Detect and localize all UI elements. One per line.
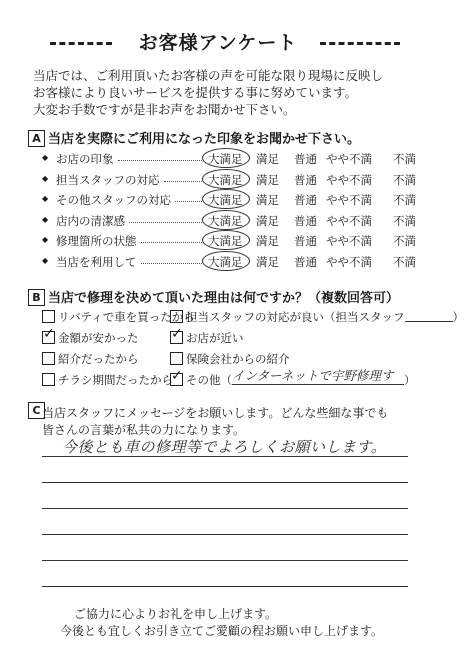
rating-option[interactable]: 大満足 <box>208 254 243 269</box>
rating-row <box>42 213 432 231</box>
check-mark-icon: ✓ <box>171 326 183 342</box>
rating-option[interactable]: 不満 <box>393 172 416 187</box>
checkbox-label: お店が近い <box>186 331 244 345</box>
rating-row <box>42 233 432 251</box>
rating-option[interactable]: やや不満 <box>326 152 372 166</box>
page-title: お客様アンケート <box>138 32 298 54</box>
rating-row <box>42 192 432 210</box>
intro-line: お客様により良いサービスを提供する事に努めています。 <box>33 85 358 100</box>
section-b-question: 当店で修理を決めて頂いた理由は何ですか？（複数回答可） <box>48 291 400 306</box>
intro-line: 当店では、ご利用頂いたお客様の声を可能な限り現場に反映し <box>33 68 384 83</box>
checkbox-label: 金額が安かった <box>58 331 139 345</box>
section-c-letter: C <box>28 402 45 419</box>
diamond-bullet-icon: ◆ <box>42 255 49 265</box>
selected-circle-mark <box>202 189 250 209</box>
rating-option[interactable]: やや不満 <box>326 254 372 269</box>
rating-option[interactable]: 満足 <box>256 213 279 228</box>
rating-option[interactable]: 不満 <box>393 193 416 207</box>
intro-line: 大変お手数ですが是非お声をお聞かせ下さい。 <box>33 102 296 117</box>
message-line[interactable] <box>42 456 408 457</box>
rating-row <box>42 172 432 190</box>
checkbox-store-nearby[interactable] <box>170 326 244 346</box>
section-c-line: 皆さんの言葉が私共の力になります。 <box>42 423 246 437</box>
checkbox-box[interactable] <box>170 352 183 365</box>
checkbox-flyer-period[interactable] <box>42 372 173 388</box>
section-b-letter: B <box>28 289 45 306</box>
checkbox-cheap-price[interactable] <box>42 326 139 346</box>
rating-option[interactable]: 普通 <box>294 193 317 207</box>
selected-circle-mark <box>202 210 250 230</box>
checkbox-referral[interactable] <box>42 351 139 367</box>
rating-option[interactable]: 満足 <box>256 152 279 166</box>
rating-option[interactable]: 普通 <box>294 254 317 269</box>
checkbox-label-suffix: ） <box>452 310 464 324</box>
rating-option[interactable]: 普通 <box>294 234 317 248</box>
rating-option[interactable]: 大満足 <box>208 193 243 207</box>
selected-circle-mark <box>202 230 250 250</box>
rating-option[interactable]: 不満 <box>393 234 416 248</box>
selected-circle-mark <box>202 169 250 189</box>
rating-option[interactable]: 大満足 <box>208 213 243 228</box>
checkbox-label: その他（ <box>186 373 232 387</box>
diamond-bullet-icon: ◆ <box>42 153 49 162</box>
leader-dots <box>141 242 202 243</box>
leader-dots <box>129 222 202 223</box>
check-mark-icon: ✓ <box>43 326 55 342</box>
checkbox-label: 紹介だったから <box>58 352 139 366</box>
checkbox-box[interactable] <box>42 326 55 344</box>
checkbox-label: 担当スタッフの対応が良い（担当スタッフ <box>186 310 405 324</box>
leader-dots <box>164 181 202 182</box>
section-c-text <box>42 405 388 439</box>
section-a-letter: A <box>28 130 45 147</box>
rating-option[interactable]: 不満 <box>393 152 416 166</box>
checkbox-staff-service[interactable] <box>170 309 464 325</box>
checkbox-box[interactable] <box>42 352 55 365</box>
rating-option[interactable]: やや不満 <box>326 234 372 248</box>
checkbox-other[interactable] <box>170 368 232 388</box>
footer-line: ご協力に心よりお礼を申し上げます。 <box>74 607 278 621</box>
check-mark-icon: ✓ <box>171 368 183 384</box>
rating-row-label: 店内の清潔感 <box>56 213 125 228</box>
message-line[interactable] <box>42 560 408 561</box>
rating-row-label: その他スタッフの対応 <box>56 193 171 207</box>
checkbox-label: リバティで車を買ったから <box>58 310 195 324</box>
rating-row-label: 担当スタッフの対応 <box>56 172 160 187</box>
checkbox-insurance-referral[interactable] <box>170 351 290 367</box>
section-c-line: 当店スタッフにメッセージをお願いします。どんな些細な事でも <box>42 406 389 420</box>
diamond-bullet-icon: ◆ <box>42 173 49 183</box>
section-a-question: 当店を実際にご利用になった印象をお聞かせ下さい。 <box>48 132 361 147</box>
rating-option[interactable]: 満足 <box>256 172 279 187</box>
rating-option[interactable]: 大満足 <box>208 172 243 187</box>
selected-circle-mark <box>202 148 250 168</box>
checkbox-box[interactable] <box>170 310 183 323</box>
rating-option[interactable]: 不満 <box>393 254 416 269</box>
rating-option[interactable]: 普通 <box>294 172 317 187</box>
rating-option[interactable]: やや不満 <box>326 193 372 207</box>
rating-option[interactable]: やや不満 <box>326 172 372 187</box>
rating-option[interactable]: 満足 <box>256 193 279 207</box>
rating-row-label: お店の印象 <box>56 152 114 166</box>
rating-row-label: 修理箇所の状態 <box>56 234 137 248</box>
other-reason-line[interactable] <box>232 384 404 385</box>
message-handwritten: 今後とも車の修理等でよろしくお願いします。 <box>62 438 387 456</box>
intro-text <box>33 67 433 118</box>
rating-option[interactable]: 満足 <box>256 234 279 248</box>
title-dash-left <box>50 42 112 45</box>
title-dash-right <box>320 42 400 45</box>
rating-option[interactable]: 普通 <box>294 213 317 228</box>
rating-row <box>42 151 432 169</box>
section-a-heading <box>28 128 360 147</box>
message-line[interactable] <box>42 508 408 509</box>
rating-row-label: 当店を利用して <box>56 254 137 269</box>
diamond-bullet-icon: ◆ <box>42 235 49 244</box>
rating-option[interactable]: 普通 <box>294 152 317 166</box>
checkbox-box[interactable] <box>42 373 55 386</box>
message-line[interactable] <box>42 534 408 535</box>
title-row <box>0 28 450 58</box>
message-line[interactable] <box>42 482 408 483</box>
rating-option[interactable]: やや不満 <box>326 213 372 228</box>
leader-dots <box>141 263 202 264</box>
selected-circle-mark <box>202 251 250 271</box>
message-line[interactable] <box>42 586 408 587</box>
rating-option[interactable]: 不満 <box>393 213 416 228</box>
checkbox-box[interactable] <box>42 310 55 323</box>
checkbox-label: 保険会社からの紹介 <box>186 352 290 366</box>
footer-text <box>60 606 383 640</box>
other-reason-close-paren: ） <box>404 373 416 387</box>
leader-dots <box>118 160 202 161</box>
diamond-bullet-icon: ◆ <box>42 194 49 203</box>
footer-line: 今後とも宜しくお引き立てご愛顧の程お願い申し上げます。 <box>60 624 384 638</box>
section-b-heading <box>28 287 399 306</box>
checkbox-label: チラシ期間だったから <box>58 373 173 387</box>
rating-option[interactable]: 大満足 <box>208 152 243 166</box>
diamond-bullet-icon: ◆ <box>42 214 49 224</box>
rating-option[interactable]: 大満足 <box>208 234 243 248</box>
rating-row <box>42 254 432 272</box>
checkbox-box[interactable] <box>170 368 183 386</box>
leader-dots <box>175 201 202 202</box>
other-reason-handwritten: インターネットで宇野修理す <box>232 368 394 383</box>
staff-name-blank[interactable] <box>405 311 453 322</box>
checkbox-box[interactable] <box>170 326 183 344</box>
rating-option[interactable]: 満足 <box>256 254 279 269</box>
